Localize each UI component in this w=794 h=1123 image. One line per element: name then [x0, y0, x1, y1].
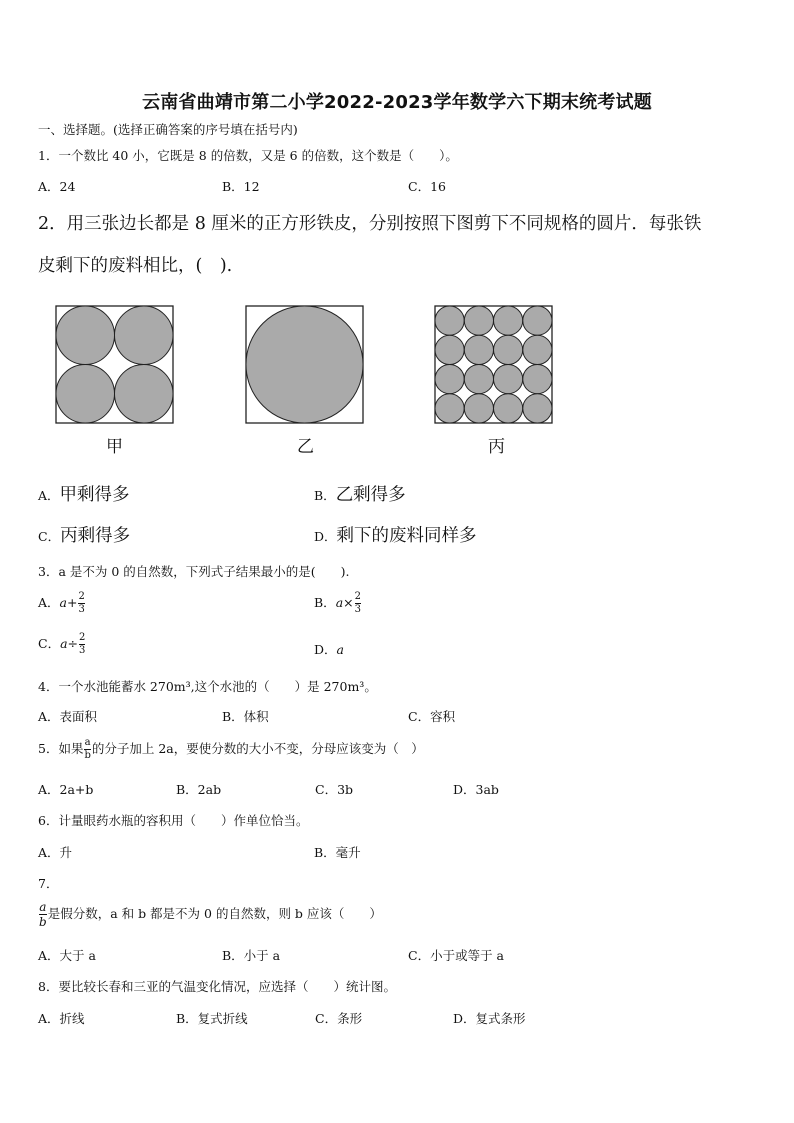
question-7-number: 7．: [38, 876, 59, 891]
q5-option-d[interactable]: D．3ab: [453, 782, 499, 797]
q2-option-c[interactable]: [38, 522, 130, 547]
question-1: 1．一个数比 40 小，它既是 8 的倍数，又是 6 的倍数，这个数是（ ）。: [38, 148, 458, 163]
q8-option-a[interactable]: A．折线: [38, 1011, 85, 1026]
q2-option-d[interactable]: [314, 522, 477, 547]
q7-option-b[interactable]: B．小于 a: [222, 948, 281, 963]
option-expr: a×: [335, 595, 354, 610]
denominator: 3: [78, 604, 85, 615]
q7-option-a[interactable]: A．大于 a: [38, 948, 96, 963]
denominator: 3: [79, 645, 86, 656]
question-5: [38, 738, 424, 761]
option-letter: C．: [38, 529, 61, 544]
option-letter: A．: [38, 488, 60, 503]
option-letter: C．: [38, 636, 61, 651]
option-text: 甲剩得多: [59, 485, 130, 505]
fraction: [84, 738, 90, 761]
q3-option-d[interactable]: [314, 640, 344, 658]
question-6: 6．计量眼药水瓶的容积用（ ）作单位恰当。: [38, 813, 309, 828]
q2-figure-jia: [55, 305, 175, 425]
q4-option-a[interactable]: A．表面积: [38, 709, 98, 724]
question-7: [38, 901, 382, 928]
option-letter: B．: [314, 488, 336, 503]
option-expr: a: [336, 642, 344, 657]
option-expr: a÷: [60, 636, 79, 651]
fraction: [79, 633, 85, 656]
numerator: a: [84, 737, 91, 748]
q5-option-b[interactable]: B．2ab: [176, 782, 222, 797]
option-text: 乙剩得多: [335, 485, 406, 505]
q5-option-c[interactable]: C．3b: [315, 782, 354, 797]
question-8: 8．要比较长春和三亚的气温变化情况，应选择（ ）统计图。: [38, 979, 396, 994]
option-expr: a+: [59, 595, 78, 610]
option-letter: B．: [314, 595, 336, 610]
q5-suffix: 的分子加上 2a，要使分数的大小不变，分母应该变为（ ）: [91, 741, 424, 756]
q5-option-a[interactable]: A．2a+b: [38, 782, 94, 797]
option-text: 剩下的废料同样多: [336, 526, 477, 546]
denominator: b: [39, 915, 47, 929]
option-letter: D．: [314, 529, 337, 544]
option-letter: D．: [314, 642, 337, 657]
q3-option-b[interactable]: [314, 592, 362, 615]
q2-option-a[interactable]: [38, 481, 130, 506]
numerator: 2: [78, 591, 85, 602]
q1-option-a[interactable]: A．24: [38, 179, 76, 194]
q8-option-d[interactable]: D．复式条形: [453, 1011, 526, 1026]
q6-option-b[interactable]: B．毫升: [314, 845, 361, 860]
figure-label-yi: 乙: [297, 437, 314, 457]
q7-suffix: 是假分数，a 和 b 都是不为 0 的自然数，则 b 应该（ ）: [47, 906, 382, 921]
q2-option-b[interactable]: [314, 481, 406, 506]
numerator: 2: [79, 632, 86, 643]
fraction: [39, 901, 47, 928]
q8-option-b[interactable]: B．复式折线: [176, 1011, 248, 1026]
figure-label-jia: 甲: [106, 437, 123, 457]
section-heading: 一、选择题。(选择正确答案的序号填在括号内): [38, 122, 298, 137]
numerator: 2: [354, 591, 361, 602]
fraction: [355, 592, 361, 615]
numerator: a: [39, 900, 47, 914]
question-4: 4．一个水池能蓄水 270m³,这个水池的（ ）是 270m³。: [38, 679, 377, 694]
q7-option-c[interactable]: C．小于或等于 a: [408, 948, 504, 963]
q8-option-c[interactable]: C．条形: [315, 1011, 363, 1026]
q3-option-a[interactable]: [38, 592, 86, 615]
question-2-line-1: 2．用三张边长都是 8 厘米的正方形铁皮，分别按照下图剪下不同规格的圆片．每张铁: [38, 214, 702, 234]
q1-option-c[interactable]: C．16: [408, 179, 446, 194]
q5-prefix: 5．如果: [38, 741, 84, 756]
question-3: 3．a 是不为 0 的自然数，下列式子结果最小的是( ).: [38, 564, 350, 579]
q4-option-c[interactable]: C．容积: [408, 709, 456, 724]
denominator: 3: [354, 604, 361, 615]
page-title: 云南省曲靖市第二小学2022-2023学年数学六下期末统考试题: [142, 92, 652, 113]
figure-label-bing: 丙: [488, 437, 505, 457]
denominator: b: [84, 750, 91, 761]
question-2-line-2: 皮剩下的废料相比，( ).: [38, 256, 233, 276]
q2-figure-bing: [434, 305, 554, 425]
q6-option-a[interactable]: A．升: [38, 845, 73, 860]
q1-option-b[interactable]: B．12: [222, 179, 260, 194]
option-text: 丙剩得多: [60, 526, 131, 546]
q2-figure-yi: [245, 305, 365, 425]
option-letter: A．: [38, 595, 60, 610]
fraction: [78, 592, 84, 615]
q3-option-c[interactable]: [38, 633, 86, 656]
q4-option-b[interactable]: B．体积: [222, 709, 269, 724]
